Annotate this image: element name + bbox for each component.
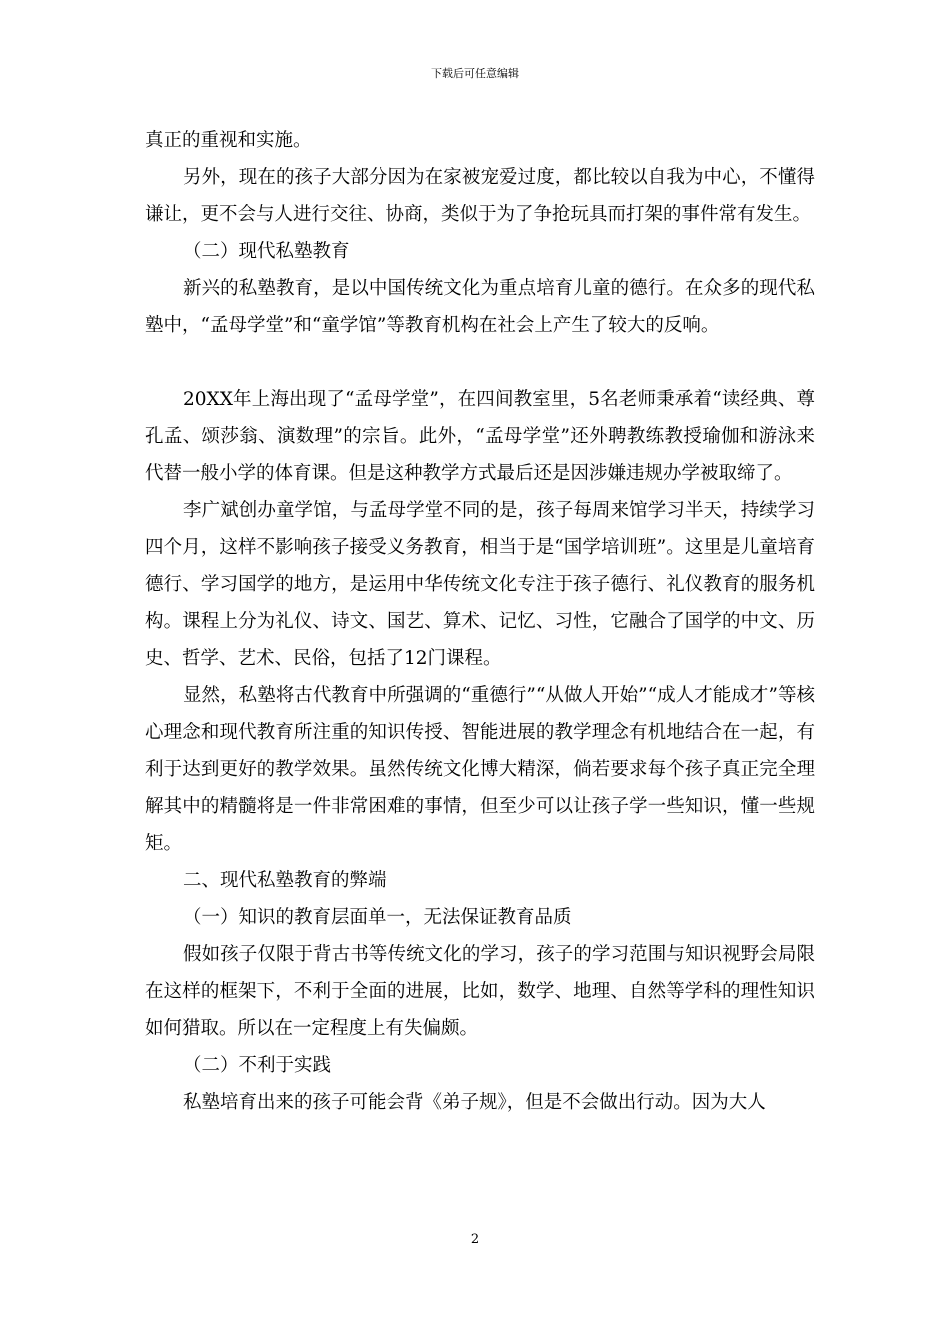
page-header: 下载后可任意编辑 (431, 67, 519, 80)
paragraph-continuation: 真正的重视和实施。 (145, 130, 312, 151)
paragraph: 另外，现在的孩子大部分因为在家被宠爱过度，都比较以自我为中心，不懂得谦让，更不会与人进行交往、协商，类似于为了争抢玩具而打架的事件常有发生。 (145, 167, 815, 225)
section-heading: （二）现代私塾教育 (183, 241, 350, 262)
page-number: 2 (470, 1232, 480, 1247)
paragraph: 李广斌创办童学馆，与孟母学堂不同的是，孩子每周来馆学习半天，持续学习四个月，这样不影响孩子接受义务教育，相当于是“国学培训班”。这里是儿童培育德行、学习国学的地方，是运用中华传统文化专注于孩子德行、礼仪教育的服务机构。课程上分为礼仪、诗文、国艺、算术、记忆、习性，它融合了国学的中文、历史、哲学、艺术、民俗，包括了12门课程。 (145, 500, 815, 669)
paragraph: 显然，私塾将古代教育中所强调的“重德行”“从做人开始”“成人才能成才”等核心理念和现代教育所注重的知识传授、智能进展的教学理念有机地结合在一起，有利于达到更好的教学效果。虽然传统文化博大精深，倘若要求每个孩子真正完全理解其中的精髓将是一件非常困难的事情，但至少可以让孩子学一些知识，懂一些规矩。 (145, 685, 815, 854)
document-body (145, 122, 815, 1121)
paragraph: 20XX年上海出现了“孟母学堂”，在四间教室里，5名老师秉承着“读经典、尊孔孟、颂莎翁、演数理”的宗旨。此外，“孟母学堂”还外聘教练教授瑜伽和游泳来代替一般小学的体育课。但是这种教学方式最后还是因涉嫌违规办学被取缔了。 (145, 389, 815, 484)
subsection-heading: （一）知识的教育层面单一，无法保证教育品质 (183, 907, 572, 928)
paragraph: 私塾培育出来的孩子可能会背《弟子规》，但是不会做出行动。因为大人 (183, 1092, 766, 1113)
paragraph: 新兴的私塾教育，是以中国传统文化为重点培育儿童的德行。在众多的现代私塾中，“孟母学堂”和“童学馆”等教育机构在社会上产生了较大的反响。 (145, 278, 815, 336)
section-heading: 二、现代私塾教育的弊端 (183, 870, 387, 891)
subsection-heading: （二）不利于实践 (183, 1055, 332, 1076)
paragraph: 假如孩子仅限于背古书等传统文化的学习，孩子的学习范围与知识视野会局限在这样的框架下，不利于全面的进展，比如，数学、地理、自然等学科的理性知识如何猎取。所以在一定程度上有失偏颇。 (145, 944, 815, 1039)
